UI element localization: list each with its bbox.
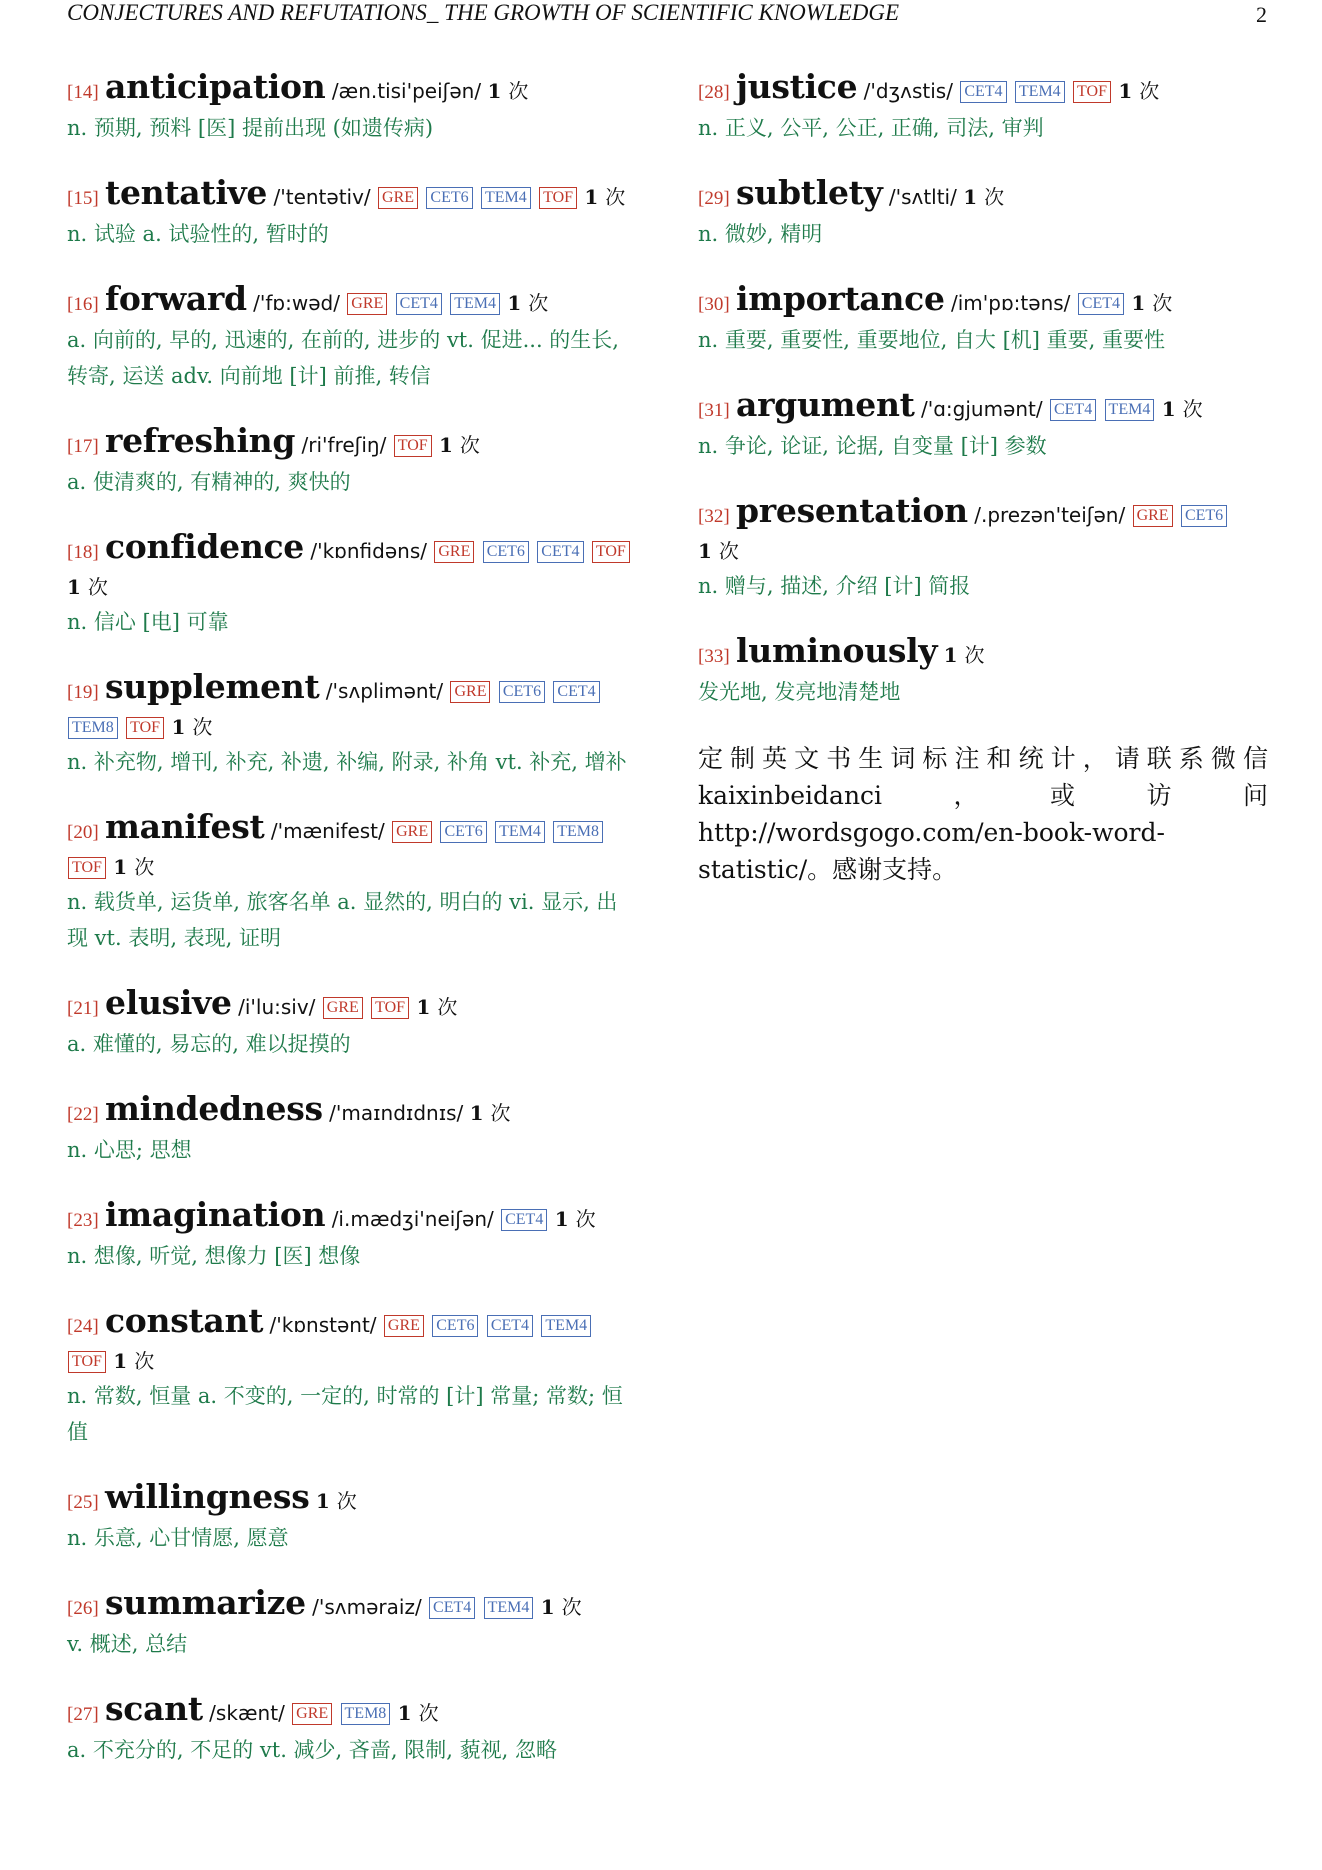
exam-tag: CET4 <box>501 1209 547 1231</box>
entry-index: [15] <box>67 188 99 209</box>
entry-count <box>113 855 154 879</box>
count-unit: 次 <box>1182 397 1203 421</box>
entry-count <box>1131 291 1172 315</box>
entry-head <box>67 1477 637 1520</box>
vocab-entry <box>698 279 1268 358</box>
entry-phonetic: /'dʒʌstis/ <box>863 79 953 103</box>
right-column <box>698 67 1268 888</box>
count-number: 1 <box>67 575 81 599</box>
exam-tag: GRE <box>450 681 490 703</box>
entry-head <box>67 1583 637 1626</box>
entry-definition: n. 赠与, 描述, 介绍 [计] 简报 <box>698 574 971 598</box>
count-number: 1 <box>439 433 453 457</box>
entry-word: argument <box>736 385 915 424</box>
entry-head <box>67 173 637 216</box>
entry-head <box>698 631 1268 674</box>
vocab-entry <box>67 1301 637 1450</box>
vocab-entry <box>67 1477 637 1556</box>
count-number: 1 <box>1118 79 1133 103</box>
exam-tag: TOF <box>68 857 106 879</box>
entry-definition: a. 向前的, 早的, 迅速的, 在前的, 进步的 vt. 促进... 的生长, 转寄, 运送 adv. 向前地 [计] 前推, 转信 <box>67 328 619 388</box>
entry-count <box>555 1207 596 1231</box>
count-number: 1 <box>113 1349 128 1373</box>
exam-tag: CET6 <box>1181 505 1227 527</box>
entry-count <box>171 715 212 739</box>
entry-word: justice <box>736 67 858 106</box>
exam-tag: CET6 <box>499 681 545 703</box>
exam-tag: TOF <box>592 541 630 563</box>
vocab-entry <box>67 1689 637 1768</box>
entry-phonetic: /.prezən'teiʃən/ <box>974 503 1126 527</box>
entry-index: [19] <box>67 682 99 703</box>
entry-word: presentation <box>736 491 968 530</box>
count-number: 1 <box>584 185 599 209</box>
exam-tag: GRE <box>378 187 418 209</box>
vocab-entry <box>698 173 1268 252</box>
vocab-entry <box>67 1089 637 1168</box>
entry-index: [21] <box>67 998 99 1019</box>
count-unit: 次 <box>561 1595 582 1619</box>
exam-tag: CET6 <box>440 821 486 843</box>
exam-tag: GRE <box>347 293 387 315</box>
exam-tag: CET6 <box>483 541 529 563</box>
count-unit: 次 <box>134 855 155 879</box>
entry-definition: n. 想像, 听觉, 想像力 [医] 想像 <box>67 1244 361 1268</box>
exam-tag: GRE <box>323 997 363 1019</box>
entry-head <box>698 385 1268 428</box>
entry-word: forward <box>105 279 247 318</box>
entry-index: [14] <box>67 82 99 103</box>
entry-word: supplement <box>105 667 320 706</box>
entry-head <box>698 173 1268 216</box>
count-unit: 次 <box>87 575 108 599</box>
entry-count <box>584 185 625 209</box>
exam-tag: TEM4 <box>484 1597 534 1619</box>
count-number: 1 <box>397 1701 412 1725</box>
exam-tag: TEM8 <box>553 821 603 843</box>
entry-count <box>439 433 480 457</box>
vocab-entry <box>67 1195 637 1274</box>
count-unit: 次 <box>336 1489 357 1513</box>
entry-head <box>698 491 1268 568</box>
entry-count <box>398 1701 439 1725</box>
count-number: 1 <box>1161 397 1176 421</box>
exam-tag: TEM4 <box>495 821 545 843</box>
vocab-entry <box>67 1583 637 1662</box>
entry-count <box>470 1101 511 1125</box>
exam-tag: GRE <box>392 821 432 843</box>
count-unit: 次 <box>490 1101 511 1125</box>
contact-note: 定制英文书生词标注和统计，请联系微信 kaixinbeidanci，或访问 http://wordsgogo.com/en-book-word-statistic/。感谢支持。 <box>698 744 1268 884</box>
entry-definition: 发光地, 发亮地清楚地 <box>698 680 901 704</box>
book-title: CONJECTURES AND REFUTATIONS_ THE GROWTH OF SCIENTIFIC KNOWLEDGE <box>67 0 900 25</box>
entry-count <box>944 643 985 667</box>
entry-phonetic: /i.mædʒi'neiʃən/ <box>331 1207 494 1231</box>
count-number: 1 <box>943 643 958 667</box>
entry-head <box>67 279 637 322</box>
exam-tag: TOF <box>394 435 432 457</box>
count-unit: 次 <box>575 1207 596 1231</box>
entry-word: imagination <box>105 1195 326 1234</box>
entry-index: [31] <box>698 400 730 421</box>
entry-count <box>507 291 548 315</box>
vocab-entry <box>67 421 637 500</box>
count-number: 1 <box>487 79 502 103</box>
entry-index: [22] <box>67 1104 99 1125</box>
count-unit: 次 <box>528 291 549 315</box>
entry-index: [18] <box>67 542 99 563</box>
exam-tag: TEM8 <box>68 717 118 739</box>
entry-phonetic: /'sʌməraiz/ <box>312 1595 422 1619</box>
count-number: 1 <box>963 185 978 209</box>
entry-count <box>541 1595 582 1619</box>
entry-definition: n. 重要, 重要性, 重要地位, 自大 [机] 重要, 重要性 <box>698 328 1166 352</box>
count-number: 1 <box>507 291 522 315</box>
entry-definition: n. 载货单, 运货单, 旅客名单 a. 显然的, 明白的 vi. 显示, 出现 vt. 表明, 表现, 证明 <box>67 890 618 950</box>
entry-count <box>1118 79 1159 103</box>
exam-tag: TEM4 <box>450 293 500 315</box>
entry-index: [32] <box>698 506 730 527</box>
vocab-entry <box>67 527 637 640</box>
vocab-entry <box>67 667 637 780</box>
entry-count <box>963 185 1004 209</box>
page-number: 2 <box>1256 2 1267 27</box>
count-unit: 次 <box>192 715 213 739</box>
vocab-entry <box>698 491 1268 604</box>
exam-tag: TOF <box>371 997 409 1019</box>
entry-index: [29] <box>698 188 730 209</box>
count-unit: 次 <box>964 643 985 667</box>
entry-phonetic: /'fɒ:wəd/ <box>253 291 340 315</box>
entry-definition: n. 信心 [电] 可靠 <box>67 610 229 634</box>
entry-index: [20] <box>67 822 99 843</box>
entry-word: importance <box>736 279 945 318</box>
entry-phonetic: /skænt/ <box>209 1701 285 1725</box>
entry-head <box>67 667 637 744</box>
entry-head <box>67 1689 637 1732</box>
entry-head <box>67 1089 637 1132</box>
entry-phonetic: /ri'freʃiŋ/ <box>301 433 387 457</box>
entry-phonetic: /im'pɒ:təns/ <box>951 291 1071 315</box>
entry-index: [24] <box>67 1316 99 1337</box>
entry-index: [33] <box>698 646 730 667</box>
entry-definition: n. 正义, 公平, 公正, 正确, 司法, 审判 <box>698 116 1044 140</box>
exam-tag: GRE <box>384 1315 424 1337</box>
vocab-entry <box>698 67 1268 146</box>
entry-definition: n. 心思; 思想 <box>67 1138 192 1162</box>
exam-tag: GRE <box>1133 505 1173 527</box>
exam-tag: CET4 <box>553 681 599 703</box>
entry-word: willingness <box>105 1477 310 1516</box>
vocab-entry <box>67 279 637 394</box>
entry-head <box>67 421 637 464</box>
entry-phonetic: /i'lu:siv/ <box>238 995 316 1019</box>
exam-tag: CET4 <box>396 293 442 315</box>
entry-word: elusive <box>105 983 232 1022</box>
entry-definition: v. 概述, 总结 <box>67 1632 188 1656</box>
vocab-entry <box>698 631 1268 710</box>
entry-index: [27] <box>67 1704 99 1725</box>
entry-count <box>416 995 457 1019</box>
vocab-entry <box>67 807 637 956</box>
entry-word: manifest <box>105 807 265 846</box>
page-header <box>67 0 1267 30</box>
entry-phonetic: /'kɒnstənt/ <box>269 1313 377 1337</box>
entry-head <box>67 807 637 884</box>
entry-definition: a. 使清爽的, 有精神的, 爽快的 <box>67 470 351 494</box>
entry-phonetic: /'maɪndɪdnɪs/ <box>329 1101 464 1125</box>
entry-count <box>487 79 528 103</box>
entry-head <box>67 67 637 110</box>
count-number: 1 <box>469 1101 484 1125</box>
exam-tag: CET4 <box>1050 399 1096 421</box>
entry-index: [28] <box>698 82 730 103</box>
entry-phonetic: /'sʌplimənt/ <box>325 679 444 703</box>
exam-tag: CET4 <box>429 1597 475 1619</box>
exam-tag: TEM4 <box>1105 399 1155 421</box>
entry-definition: n. 微妙, 精明 <box>698 222 823 246</box>
entry-phonetic: /'kɒnfidəns/ <box>310 539 427 563</box>
exam-tag: CET4 <box>960 81 1006 103</box>
exam-tag: CET4 <box>1078 293 1124 315</box>
vocab-entry <box>67 173 637 252</box>
count-number: 1 <box>554 1207 569 1231</box>
count-number: 1 <box>1131 291 1146 315</box>
entry-word: constant <box>105 1301 264 1340</box>
count-number: 1 <box>171 715 186 739</box>
entry-word: confidence <box>105 527 304 566</box>
entry-word: mindedness <box>105 1089 323 1128</box>
entry-count <box>698 539 739 563</box>
entry-phonetic: /'tentətiv/ <box>273 185 371 209</box>
entry-head <box>67 1301 637 1378</box>
exam-tag: TEM8 <box>341 1703 391 1725</box>
entry-count <box>113 1349 154 1373</box>
entry-word: subtlety <box>736 173 883 212</box>
exam-tag: CET6 <box>432 1315 478 1337</box>
entry-definition: n. 试验 a. 试验性的, 暂时的 <box>67 222 329 246</box>
count-number: 1 <box>416 995 431 1019</box>
entry-count <box>67 575 108 599</box>
exam-tag: CET4 <box>487 1315 533 1337</box>
count-unit: 次 <box>418 1701 439 1725</box>
exam-tag: TOF <box>126 717 164 739</box>
exam-tag: CET4 <box>537 541 583 563</box>
exam-tag: TEM4 <box>541 1315 591 1337</box>
left-column <box>67 67 637 1798</box>
entry-head <box>67 983 637 1026</box>
entry-phonetic: /æn.tisi'peiʃən/ <box>331 79 482 103</box>
count-unit: 次 <box>1139 79 1160 103</box>
count-unit: 次 <box>605 185 626 209</box>
entry-word: scant <box>105 1689 203 1728</box>
count-number: 1 <box>540 1595 555 1619</box>
entry-definition: a. 难懂的, 易忘的, 难以捉摸的 <box>67 1032 351 1056</box>
entry-definition: n. 争论, 论证, 论据, 自变量 [计] 参数 <box>698 434 1047 458</box>
entry-word: tentative <box>105 173 268 212</box>
entry-phonetic: /'mænifest/ <box>270 819 385 843</box>
exam-tag: TEM4 <box>1015 81 1065 103</box>
exam-tag: TOF <box>68 1351 106 1373</box>
entry-phonetic: /'ɑ:gjumənt/ <box>920 397 1043 421</box>
exam-tag: GRE <box>434 541 474 563</box>
entry-word: anticipation <box>105 67 326 106</box>
entry-definition: n. 预期, 预料 [医] 提前出现 (如遗传病) <box>67 116 434 140</box>
entry-index: [30] <box>698 294 730 315</box>
exam-tag: GRE <box>292 1703 332 1725</box>
entry-definition: n. 常数, 恒量 a. 不变的, 一定的, 时常的 [计] 常量; 常数; 恒值 <box>67 1384 623 1444</box>
exam-tag: CET6 <box>426 187 472 209</box>
entry-head <box>698 279 1268 322</box>
exam-tag: TOF <box>1073 81 1111 103</box>
count-unit: 次 <box>718 539 739 563</box>
count-number: 1 <box>113 855 128 879</box>
count-unit: 次 <box>508 79 529 103</box>
entry-head <box>67 1195 637 1238</box>
entry-index: [23] <box>67 1210 99 1231</box>
entry-definition: n. 补充物, 增刊, 补充, 补遗, 补编, 附录, 补角 vt. 补充, 增补 <box>67 750 627 774</box>
entry-word: luminously <box>736 631 938 670</box>
entry-head <box>698 67 1268 110</box>
entry-index: [26] <box>67 1598 99 1619</box>
count-unit: 次 <box>1152 291 1173 315</box>
count-unit: 次 <box>437 995 458 1019</box>
count-unit: 次 <box>134 1349 155 1373</box>
entry-definition: n. 乐意, 心甘情愿, 愿意 <box>67 1526 289 1550</box>
exam-tag: TEM4 <box>481 187 531 209</box>
entry-phonetic: /'sʌtlti/ <box>888 185 957 209</box>
vocab-entry <box>67 983 637 1062</box>
count-number: 1 <box>698 539 712 563</box>
count-unit: 次 <box>984 185 1005 209</box>
entry-count <box>1162 397 1203 421</box>
vocab-entry <box>698 385 1268 464</box>
exam-tag: TOF <box>539 187 577 209</box>
count-unit: 次 <box>459 433 480 457</box>
entry-word: summarize <box>105 1583 306 1622</box>
entry-index: [25] <box>67 1492 99 1513</box>
entry-word: refreshing <box>105 421 296 460</box>
entry-index: [16] <box>67 294 99 315</box>
count-number: 1 <box>315 1489 330 1513</box>
entry-definition: a. 不充分的, 不足的 vt. 减少, 吝啬, 限制, 藐视, 忽略 <box>67 1738 557 1762</box>
entry-head <box>67 527 637 604</box>
entry-count <box>316 1489 357 1513</box>
vocab-entry <box>67 67 637 146</box>
entry-index: [17] <box>67 436 99 457</box>
